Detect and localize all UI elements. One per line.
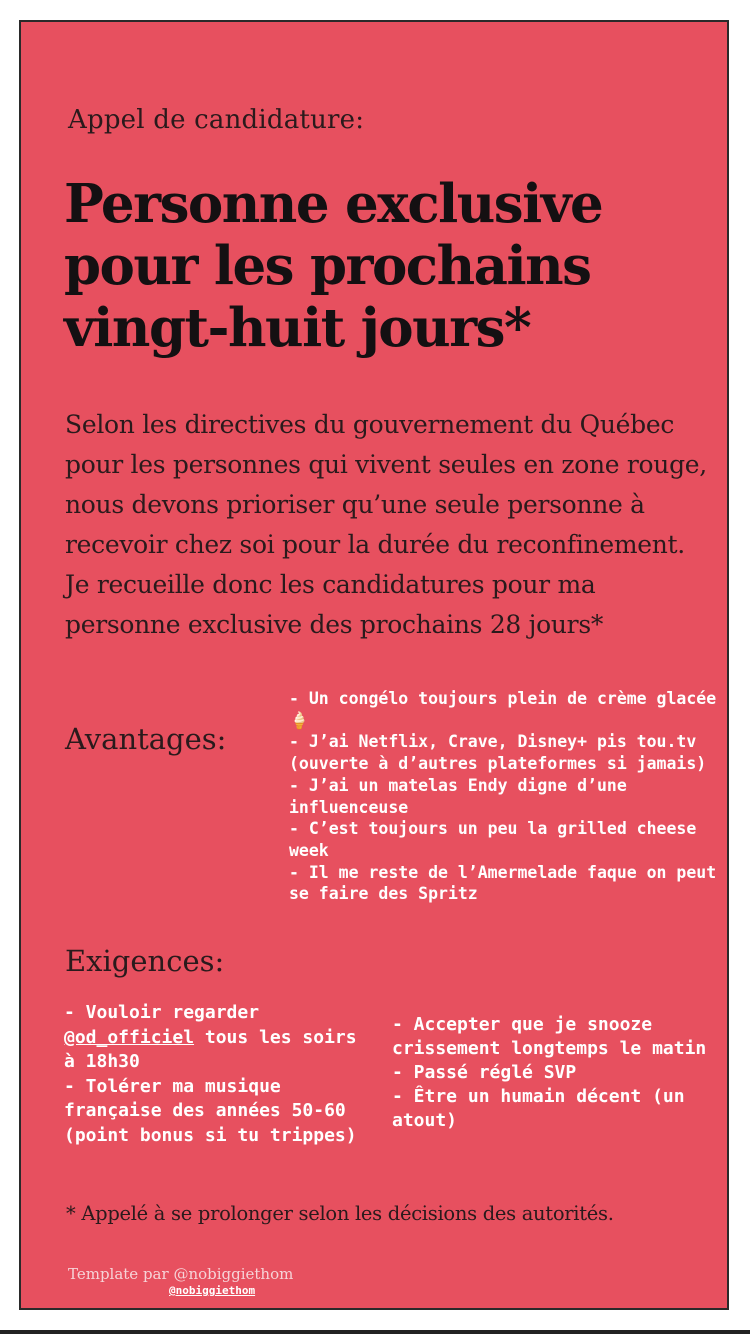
avantages-list: - Un congélo toujours plein de crème glacée 🍦 - J’ai Netflix, Crave, Disney+ pis tou.tv (ouverte à d’autres plateformes si jamais) - J’ai un matelas Endy digne d’une influenceuse - C’est toujours un peu la grilled cheese week - Il me reste de l’Amermelade faque on peut se faire des Spritz (289, 689, 717, 904)
mention-nobiggiethom[interactable]: @nobiggiethom (169, 1284, 256, 1297)
template-credit: Template par @nobiggiethom (68, 1265, 294, 1283)
exigences-label: Exigences: (65, 944, 225, 978)
exigences-right-list: - Accepter que je snooze crissement longtemps le matin - Passé réglé SVP - Être un humain décent (un atout) (392, 1014, 707, 1131)
exigences-left-list (64, 1001, 374, 1148)
footnote: * Appelé à se prolonger selon les décisions des autorités. (66, 1202, 614, 1225)
exigences-left-prefix: - Vouloir regarder (64, 1002, 260, 1023)
mention-od-officiel[interactable]: @od_officiel (64, 1026, 195, 1048)
exigences-left-suffix: tous les soirs à 18h30 - Tolérer ma musique française des années 50-60 (point bonus si tu trippes) (64, 1026, 357, 1146)
bottom-edge (0, 1330, 750, 1334)
avantages-label: Avantages: (65, 722, 227, 756)
story-card (19, 20, 729, 1310)
body-paragraph: Selon les directives du gouvernement du Québec pour les personnes qui vivent seules en zone rouge, nous devons prioriser qu’une seule personne à recevoir chez soi pour la durée du reconfinement. Je recueille donc les candidatures pour ma personne exclusive des prochains 28 jours* (65, 410, 707, 639)
eyebrow-text: Appel de candidature: (68, 105, 365, 135)
headline: Personne exclusive pour les prochains vingt-huit jours* (64, 173, 603, 359)
